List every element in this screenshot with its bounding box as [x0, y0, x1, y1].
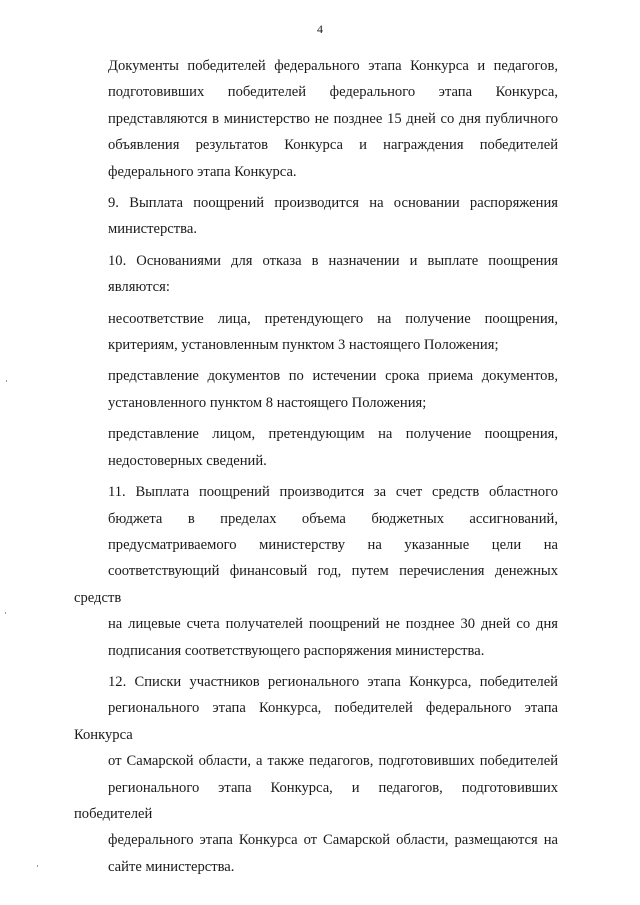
text-line: Документы победителей федерального этапа Конкурса и педагогов,	[108, 58, 558, 74]
text-line: критериям, установленным пунктом 3 настоящего Положения;	[108, 337, 499, 354]
text-line: федерального этапа Конкурса от Самарской области, размещаются на	[108, 832, 558, 849]
text-line: установленного пунктом 8 настоящего Положения;	[108, 394, 427, 411]
text-line: на лицевые счета получателей поощрений не позднее 30 дней со дня	[108, 616, 558, 633]
text-line: регионального этапа Конкурса, победителей федерального этапа Конкурса	[74, 700, 558, 743]
paragraph-item-10	[74, 248, 558, 301]
text-line: 11. Выплата поощрений производится за счет средств областного	[108, 484, 558, 501]
scan-artifact	[6, 380, 7, 382]
paragraph-documents	[74, 53, 558, 185]
paragraph-item-9	[74, 190, 558, 243]
text-line: регионального этапа Конкурса, и педагогов, подготовивших победителей	[74, 779, 558, 822]
text-line: бюджета в пределах объема бюджетных ассигнований,	[108, 510, 558, 527]
text-line: подготовивших победителей федерального этапа Конкурса,	[108, 84, 558, 101]
text-line: сайте министерства.	[108, 858, 235, 875]
text-line: федерального этапа Конкурса.	[108, 163, 297, 180]
text-line: объявления результатов Конкурса и награждения победителей	[108, 137, 558, 154]
text-line: 12. Списки участников регионального этапа Конкурса, победителей	[108, 673, 558, 690]
text-line: соответствующий финансовый год, путем перечисления денежных средств	[74, 563, 558, 606]
text-line: министерства.	[108, 221, 197, 238]
text-line: предусматриваемого министерству на указанные цели на	[108, 536, 558, 553]
paragraph-item-12	[74, 669, 558, 880]
text-line: являются:	[108, 279, 170, 296]
text-line: недостоверных сведений.	[108, 452, 267, 469]
text-line: 9. Выплата поощрений производится на основании распоряжения	[108, 195, 558, 212]
scan-artifact	[37, 865, 38, 867]
text-line: представление документов по истечении срока приема документов,	[108, 368, 558, 385]
text-line: 10. Основаниями для отказа в назначении и выплате поощрения	[108, 252, 558, 269]
document-body	[74, 53, 558, 880]
paragraph-item-11	[74, 479, 558, 664]
paragraph-item-10-a	[74, 306, 558, 359]
paragraph-item-10-b	[74, 363, 558, 416]
text-line: подписания соответствующего распоряжения министерства.	[108, 642, 485, 659]
text-line: представление лицом, претендующим на получение поощрения,	[108, 426, 558, 443]
scan-artifact	[5, 612, 6, 614]
text-line: от Самарской области, а также педагогов, подготовивших победителей	[108, 753, 558, 770]
text-line: представляются в министерство не позднее 15 дней со дня публичного	[108, 110, 558, 127]
paragraph-item-10-c	[74, 421, 558, 474]
page-number: 4	[317, 22, 323, 36]
text-line: несоответствие лица, претендующего на получение поощрения,	[108, 310, 558, 327]
